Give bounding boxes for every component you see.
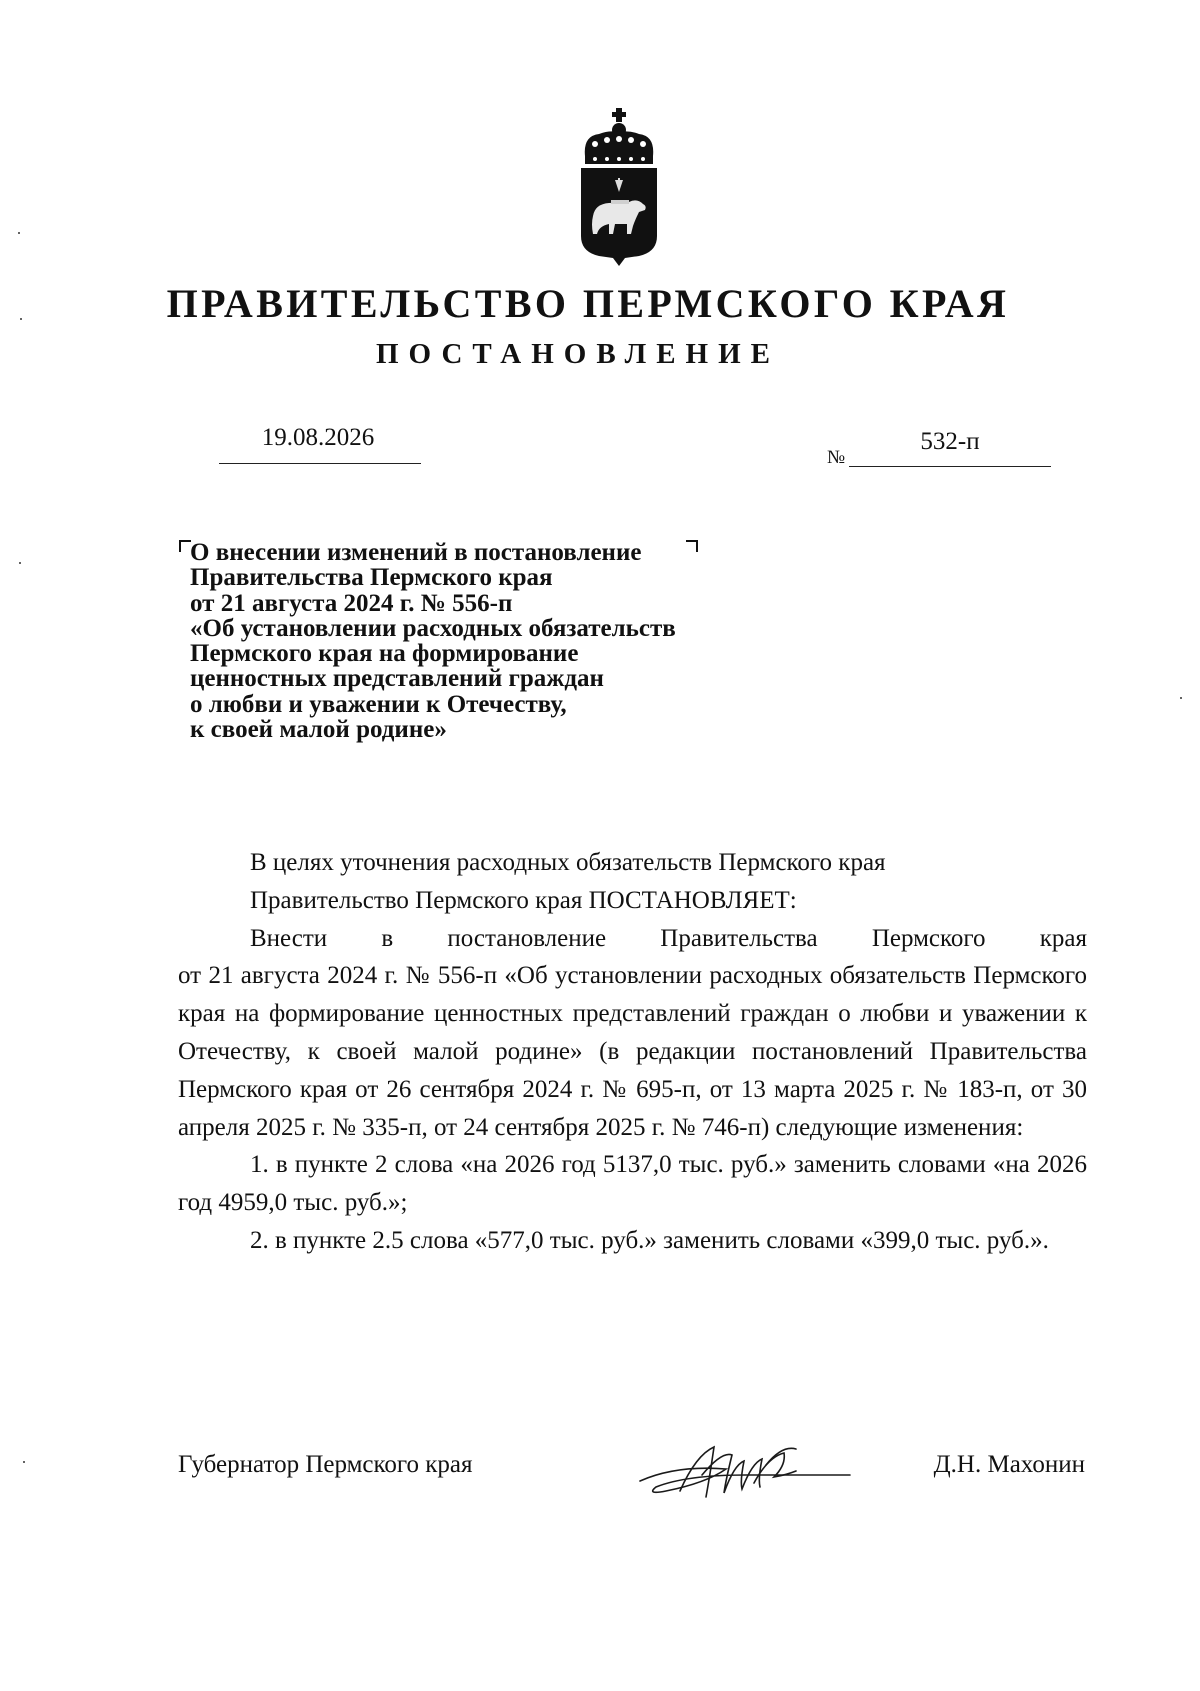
document-body bbox=[178, 844, 1087, 1260]
subject-line: «Об установлении расходных обязательств bbox=[190, 614, 676, 642]
subject-line: Правительства Пермского края bbox=[190, 564, 553, 592]
subject-line: о любви и уважении к Отечеству, bbox=[190, 690, 567, 718]
document-subject bbox=[190, 540, 790, 742]
date-underline bbox=[219, 463, 421, 464]
body-item-2: 2. в пункте 2.5 слова «577,0 тыс. руб.» заменить словами «399,0 тыс. руб.». bbox=[250, 1226, 1049, 1254]
government-title: ПРАВИТЕЛЬСТВО ПЕРМСКОГО КРАЯ bbox=[166, 281, 1010, 326]
scan-speck bbox=[1180, 697, 1182, 699]
subject-line: Пермского края на формирование bbox=[190, 640, 579, 668]
number-sign: № bbox=[827, 447, 846, 468]
body-resolve-paragraph: Правительство Пермского края ПОСТАНОВЛЯЕТ: bbox=[250, 886, 797, 914]
document-date: 19.08.2026 bbox=[261, 424, 375, 451]
subject-line: от 21 августа 2024 г. № 556-п bbox=[190, 589, 513, 617]
subject-line: к своей малой родине» bbox=[190, 716, 447, 744]
number-underline bbox=[849, 466, 1051, 467]
body-item-1: 1. в пункте 2 слова «на 2026 год 5137,0 тыс. руб.» заменить словами «на 2026 год 4959,0 тыс. руб.»; bbox=[178, 1151, 1087, 1217]
signatory-position: Губернатор Пермского края bbox=[178, 1451, 473, 1478]
document-number: 532-п bbox=[920, 428, 980, 455]
scan-speck bbox=[18, 232, 20, 234]
body-main-first-line: Внести в постановление Правительства Пермского края bbox=[250, 924, 1087, 952]
body-main-paragraph: от 21 августа 2024 г. № 556-п «Об установлении расходных обязательств Пермского края на формирование ценностных представлений граждан о любви и уважении к Отечеству, к своей малой родине» (в редакции постановлений Правительства Пермского края от 26 сентября 2024 г. № 695-п, от 13 марта 2025 г. № 183-п, от 30 апреля 2025 г. № 335-п, от 24 сентября 2025 г. № 746-п) следующие изменения: bbox=[178, 962, 1087, 1141]
scan-speck bbox=[23, 1461, 25, 1463]
body-intro-paragraph: В целях уточнения расходных обязательств Пермского края bbox=[250, 849, 886, 876]
scan-speck bbox=[19, 562, 21, 564]
document-type-title: ПОСТАНОВЛЕНИЕ bbox=[375, 338, 780, 370]
subject-line: ценностных представлений граждан bbox=[190, 665, 604, 693]
subject-line: О внесении изменений в постановление bbox=[190, 539, 642, 566]
signatory-name: Д.Н. Махонин bbox=[933, 1451, 1085, 1478]
handwritten-signature-icon bbox=[636, 1435, 856, 1505]
scan-speck bbox=[20, 318, 22, 320]
perm-krai-coat-of-arms-icon bbox=[569, 108, 669, 268]
